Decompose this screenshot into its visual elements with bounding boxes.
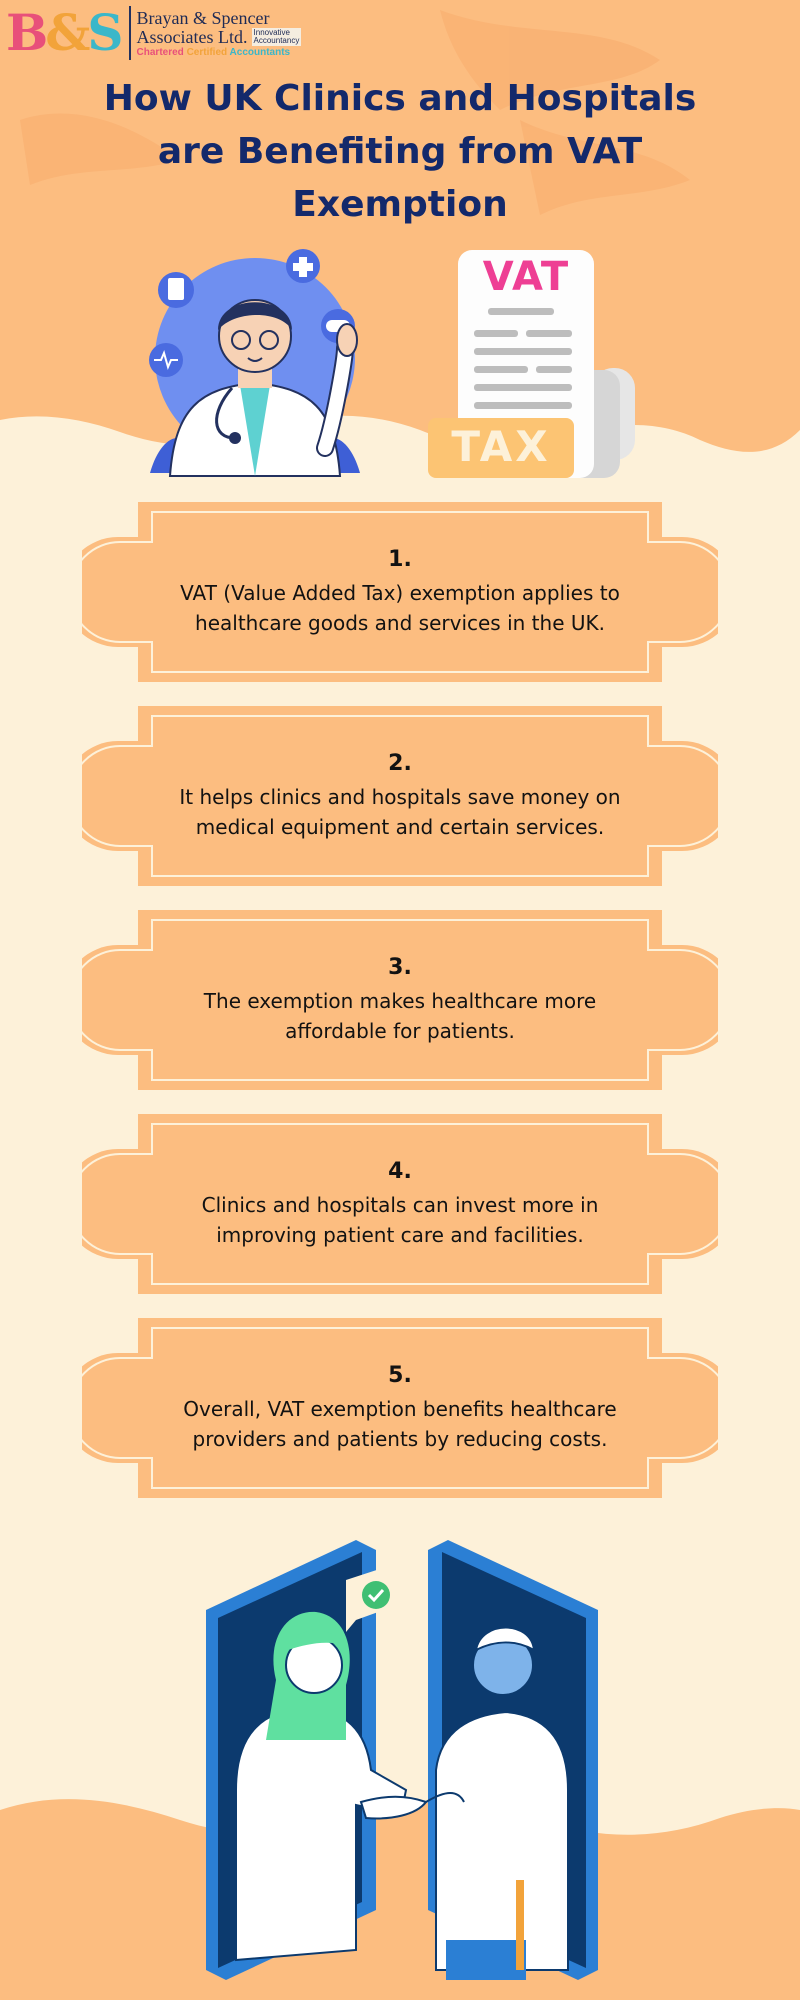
logo-name-line1: Brayan & Spencer xyxy=(136,7,270,28)
point-text: Clinics and hospitals can invest more in improving patient care and facilities. xyxy=(201,1192,599,1247)
logo-badge: Innovative Accountancy xyxy=(253,28,300,45)
logo-name-line2: Associates Ltd. xyxy=(136,26,248,47)
handshake-telehealth-illustration xyxy=(196,1540,608,1980)
benefit-card-4 xyxy=(82,1114,718,1294)
logo-tagline: Chartered Certified Accountants xyxy=(136,46,291,58)
doctor-illustration xyxy=(140,248,370,480)
point-text: Overall, VAT exemption benefits healthcare providers and patients by reducing costs. xyxy=(183,1396,617,1451)
point-text: It helps clinics and hospitals save money on medical equipment and certain services. xyxy=(179,784,621,839)
benefit-card-2 xyxy=(82,706,718,886)
point-number: 1. xyxy=(388,546,412,572)
point-text: VAT (Value Added Tax) exemption applies to healthcare goods and services in the UK. xyxy=(180,580,620,635)
benefit-card-3 xyxy=(82,910,718,1090)
point-number: 4. xyxy=(388,1158,412,1184)
logo-mark: B&S xyxy=(6,3,121,62)
logo-divider xyxy=(129,6,131,60)
tax-label: TAX xyxy=(451,422,551,471)
point-text: The exemption makes healthcare more affordable for patients. xyxy=(203,988,597,1043)
point-number: 2. xyxy=(388,750,412,776)
vat-label: VAT xyxy=(482,254,570,300)
logo-text xyxy=(137,9,302,58)
vat-tax-document-icon xyxy=(428,250,658,480)
point-number: 3. xyxy=(388,954,412,980)
point-number: 5. xyxy=(388,1362,412,1388)
benefit-card-5 xyxy=(82,1318,718,1498)
page-title: How UK Clinics and Hospitals are Benefiting from VAT Exemption xyxy=(103,78,697,225)
company-logo[interactable] xyxy=(6,3,301,62)
benefit-card-1 xyxy=(82,502,718,682)
